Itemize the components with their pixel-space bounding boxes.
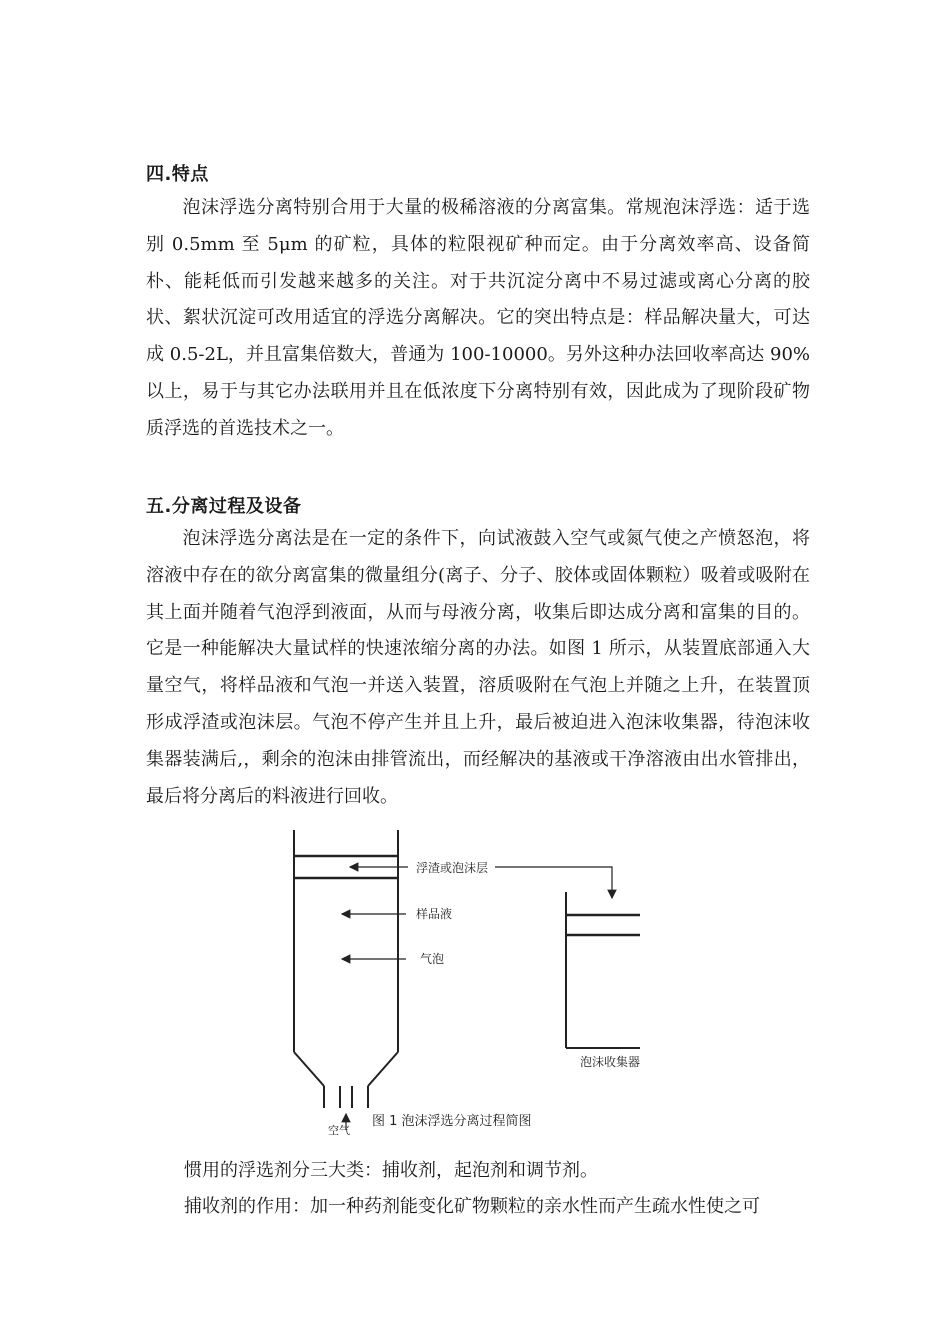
section-5-paragraph <box>146 521 810 815</box>
section-4-heading: 四.特点 <box>146 164 209 185</box>
flotation-column <box>294 830 398 1108</box>
section-5-text: 泡沫浮选分离法是在一定的条件下，向试液鼓入空气或氮气使之产愤怒泡，将溶液中存在的欲分离富集的微量组分(离子、分子、胶体或固体颗粒）吸着或吸附在其上面并随着气泡浮到液面，从而与母液分离，收集后即达成分离和富集的目的。它是一种能解决大量试样的快速浓缩分离的办法。如图 1 所示，从装置底部通入大量空气，将样品液和气泡一并送入装置，溶质吸附在气泡上并随之上升，在装置顶形成浮渣或泡沫层。气泡不停产生并且上升，最后被迫进入泡沫收集器，待泡沫收集器装满后,，剩余的泡沫由排管流出，而经解决的基液或干净溶液由出水管排出，最后将分离后的料液进行回收。 <box>146 528 810 807</box>
foam-flotation-diagram <box>280 822 640 1140</box>
bubble-label: 气泡 <box>420 952 445 966</box>
collector-function-line: 捕收剂的作用：加一种药剂能变化矿物颗粒的亲水性而产生疏水性使之可 <box>184 1196 760 1217</box>
air-label: 空气 <box>328 1124 350 1137</box>
section-5-heading: 五.分离过程及设备 <box>146 496 302 517</box>
sample-liquid-label: 样品液 <box>416 907 453 921</box>
agents-intro-line: 惯用的浮选剂分三大类：捕收剂，起泡剂和调节剂。 <box>184 1160 598 1181</box>
figure-caption: 图 1 泡沫浮选分离过程简图 <box>372 1114 532 1129</box>
section-4-text: 泡沫浮选分离特别合用于大量的极稀溶液的分离富集。常规泡沫浮选：适于选别 0.5mm 至 5μm 的矿粒，具体的粒限视矿种而定。由于分离效率高、设备简朴、能耗低而引发越来越多的关注。对于共沉淀分离中不易过滤或离心分离的胶状、絮状沉淀可改用适宜的浮选分离解决。它的突出特点是：样品解决量大，可达成 0.5-2L，并且富集倍数大，普通为 100-10000。另外这种办法回收率高达 90%以上，易于与其它办法联用并且在低浓度下分离特别有效，因此成为了现阶段矿物质浮选的首选技术之一。 <box>146 197 810 439</box>
foam-collector <box>566 892 640 1048</box>
section-4-paragraph <box>146 190 810 448</box>
foam-layer-label: 浮渣或泡沫层 <box>416 861 489 875</box>
label-arrows <box>342 867 612 1130</box>
foam-collector-label: 泡沫收集器 <box>580 1055 640 1069</box>
